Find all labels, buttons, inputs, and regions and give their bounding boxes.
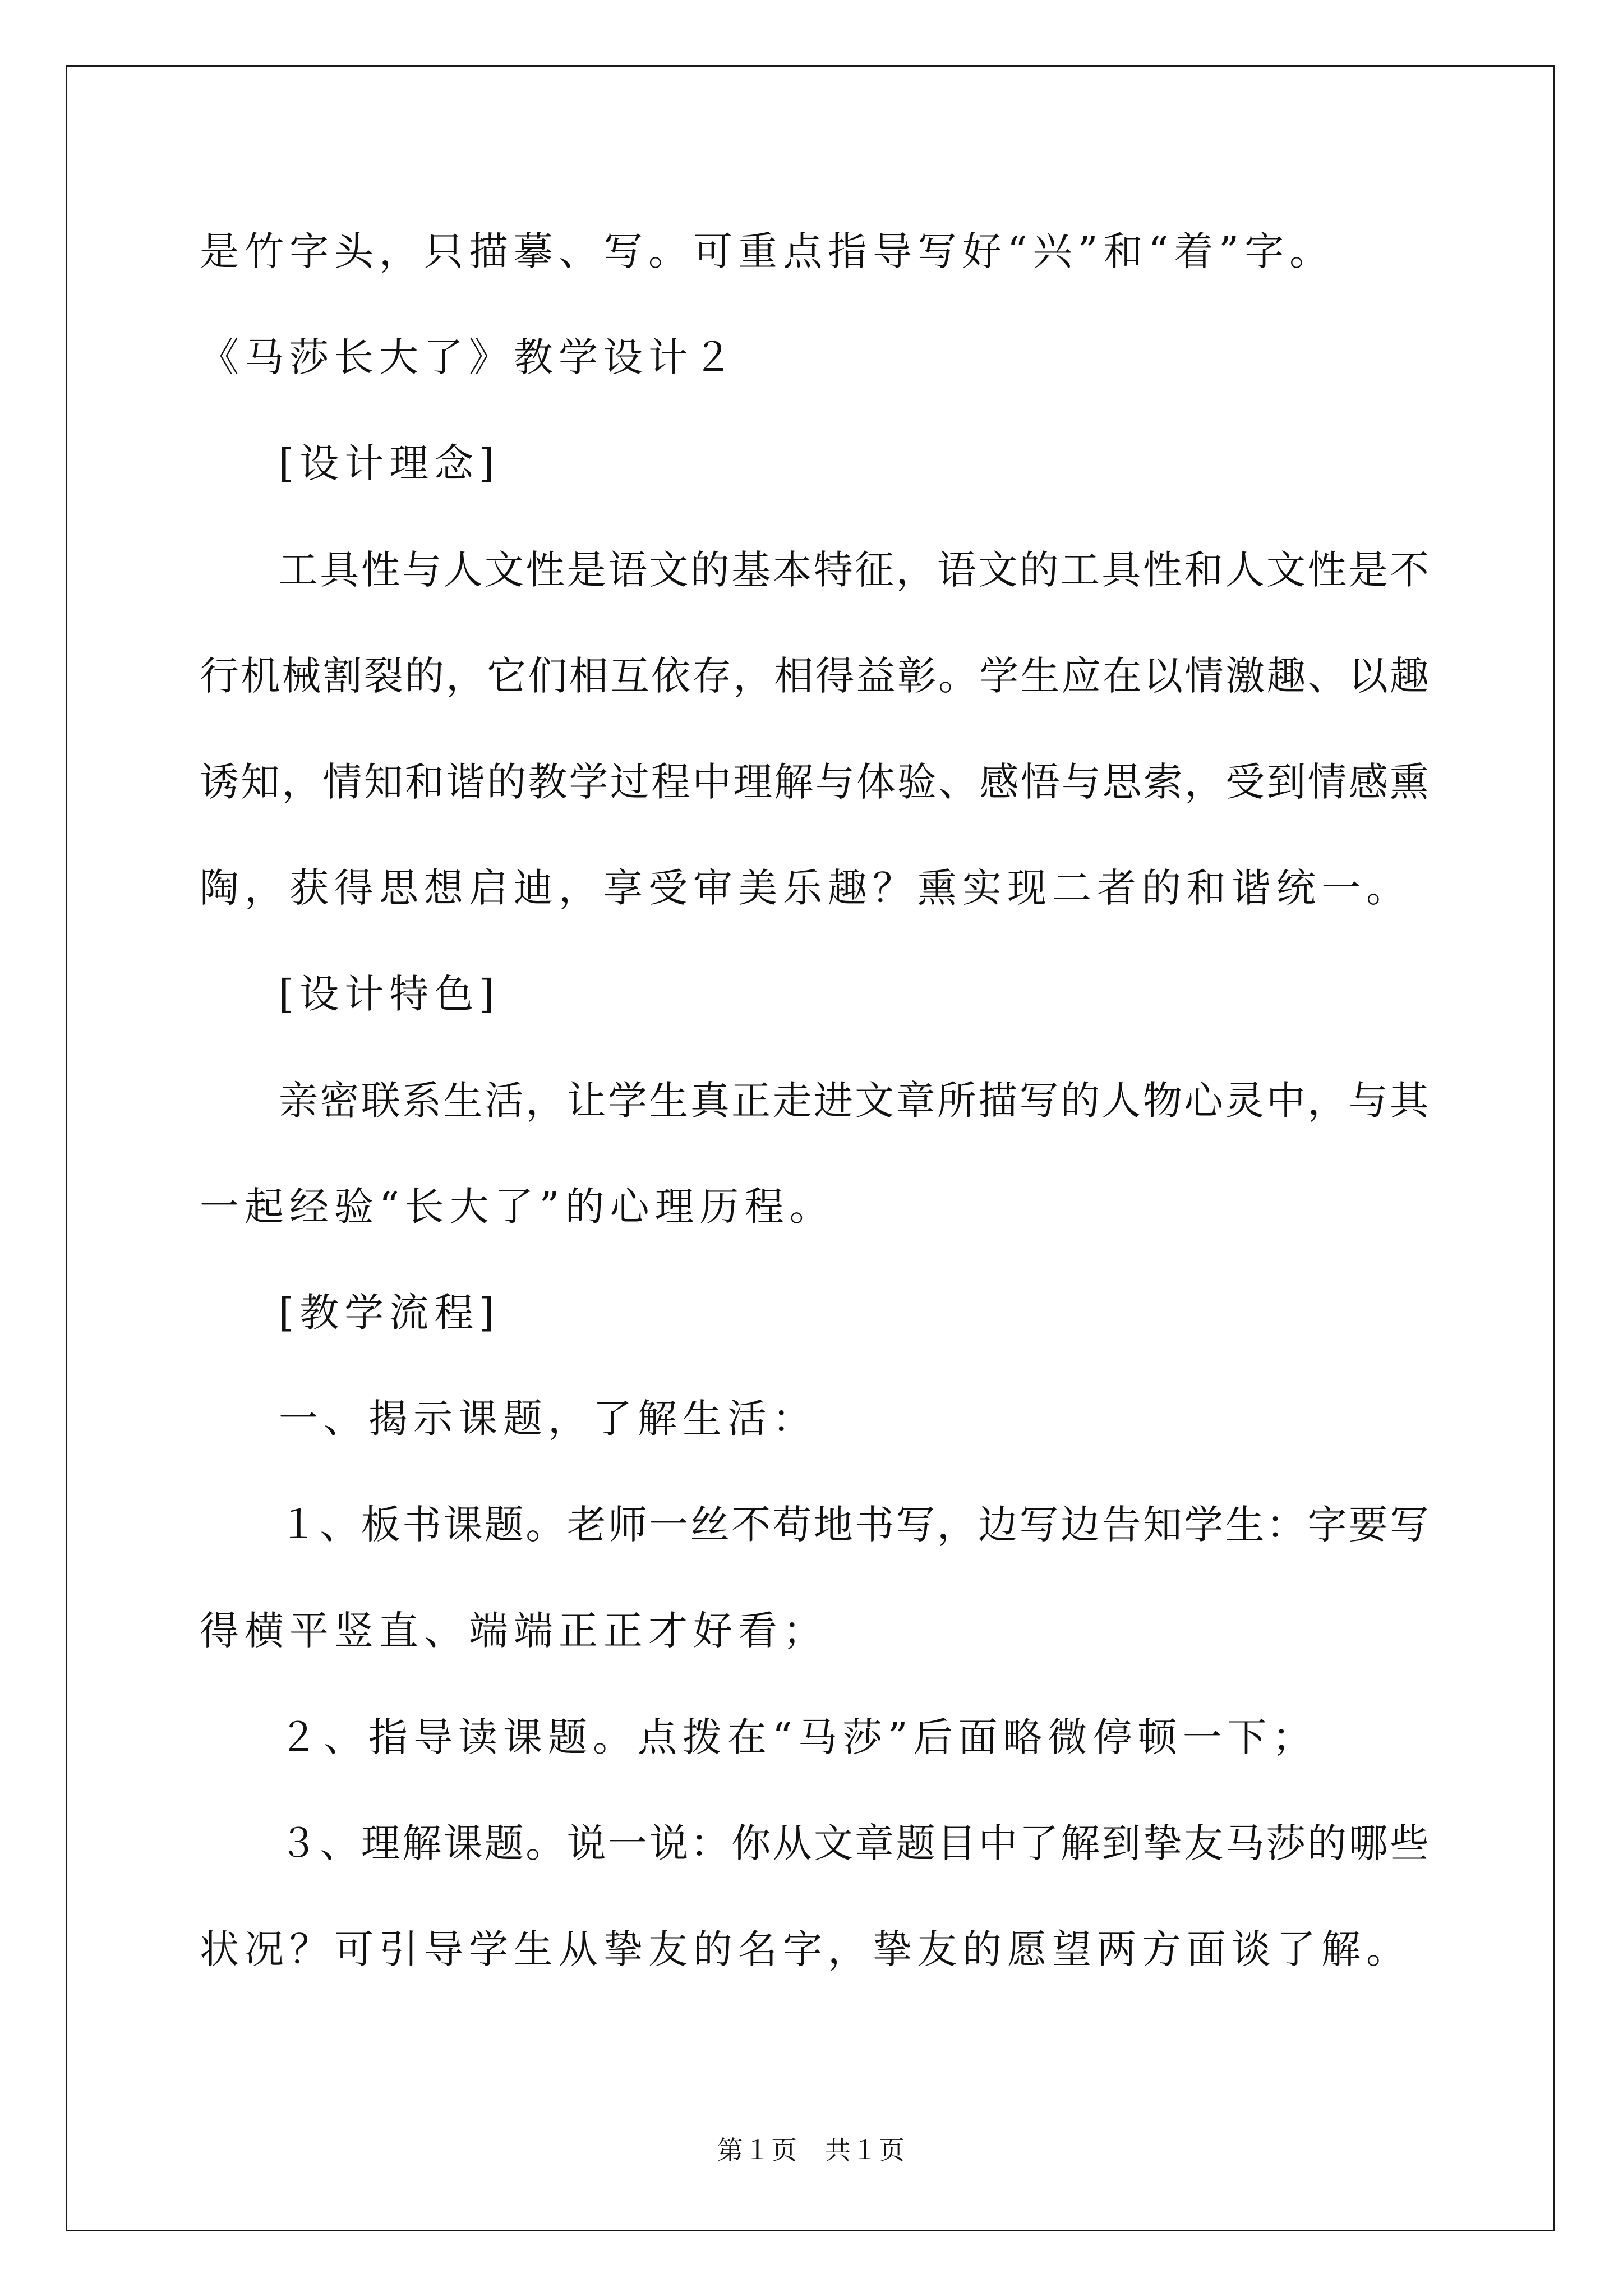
paragraph-line: 是竹字头，只描摹、写。可重点指导写好“兴”和“着”字。 bbox=[200, 228, 1335, 274]
paragraph-line: 得横平竖直、端端正正才好看； bbox=[200, 1608, 828, 1654]
section-heading-design-features: [设计特色] bbox=[279, 971, 500, 1017]
paragraph-line: 工具性与人文性是语文的基本特征，语文的工具性和人文性是不 bbox=[279, 547, 1429, 593]
section-title: 《马莎长大了》教学设计２ bbox=[200, 334, 738, 380]
paragraph-line: ３、理解课题。说一说：你从文章题目中了解到挚友马莎的哪些 bbox=[279, 1820, 1429, 1866]
paragraph-line: 一起经验“长大了”的心理历程。 bbox=[200, 1184, 834, 1230]
paragraph-line: 行机械割裂的，它们相互依存，相得益彰。学生应在以情激趣、以趣 bbox=[200, 653, 1429, 699]
section-heading-teaching-process: [教学流程] bbox=[279, 1290, 500, 1336]
paragraph-line: ２、指导读课题。点拨在“马莎”后面略微停顿一下； bbox=[279, 1714, 1317, 1760]
section-heading-design-concept: [设计理念] bbox=[279, 440, 500, 486]
page-number-footer: 第１页 共１页 bbox=[717, 2136, 906, 2165]
paragraph-line: 诱知，情知和谐的教学过程中理解与体验、感悟与思索，受到情感熏 bbox=[200, 759, 1429, 805]
paragraph-line: １、板书课题。老师一丝不苟地书写，边写边告知学生：字要写 bbox=[279, 1502, 1429, 1548]
paragraph-line: 陶，获得思想启迪，享受审美乐趣？熏实现二者的和谐统一。 bbox=[200, 865, 1411, 911]
page-border bbox=[66, 65, 1555, 2231]
paragraph-line: 一、揭示课题，了解生活： bbox=[279, 1396, 817, 1442]
paragraph-line: 亲密联系生活，让学生真正走进文章所描写的人物心灵中，与其 bbox=[279, 1078, 1429, 1124]
paragraph-line: 状况？可引导学生从挚友的名字，挚友的愿望两方面谈了解。 bbox=[200, 1926, 1411, 1972]
